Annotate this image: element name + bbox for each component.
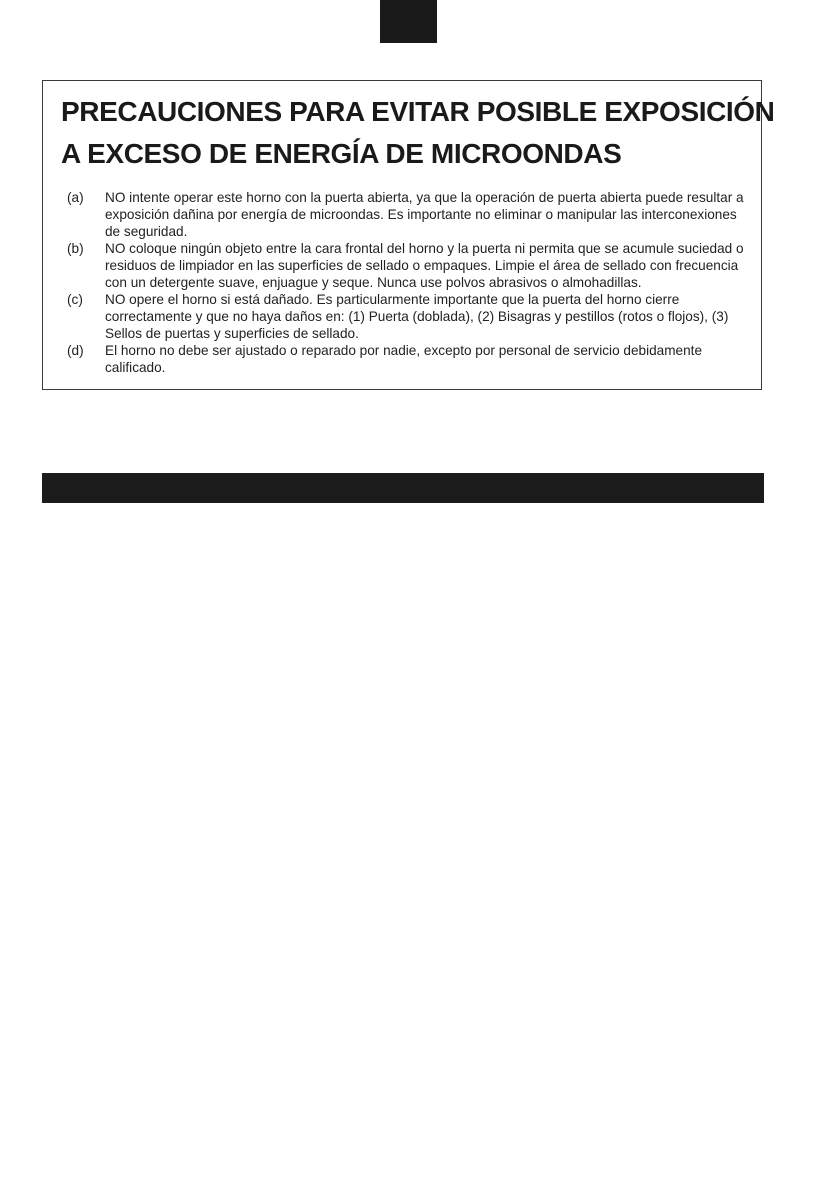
precautions-title-line-1: PRECAUCIONES PARA EVITAR POSIBLE EXPOSICIÓN xyxy=(61,96,775,127)
precaution-item-b xyxy=(61,240,753,291)
precaution-item-c xyxy=(61,291,753,342)
precautions-list xyxy=(61,189,753,376)
precaution-item-a xyxy=(61,189,753,240)
precaution-item-d xyxy=(61,342,753,376)
page-header-tab xyxy=(380,0,437,43)
precaution-label: (a) xyxy=(67,190,84,205)
precautions-title-line-2: A EXCESO DE ENERGÍA DE MICROONDAS xyxy=(61,138,622,169)
section-header-bar xyxy=(42,473,764,503)
precaution-text: El horno no debe ser ajustado o reparado por nadie, excepto por personal de servicio debidamente calificado. xyxy=(105,343,703,375)
precaution-label: (c) xyxy=(67,292,83,307)
precaution-label: (b) xyxy=(67,241,84,256)
microwave-precautions-box xyxy=(42,80,775,390)
precaution-label: (d) xyxy=(67,343,84,358)
precaution-text: NO intente operar este horno con la puerta abierta, ya que la operación de puerta abierta puede resultar a exposición dañina por energía de microondas. Es importante no eliminar o manipular las interconexiones de seguridad. xyxy=(105,190,744,239)
precaution-text: NO opere el horno si está dañado. Es particularmente importante que la puerta del horno cierre correctamente y que no haya daños en: (1) Puerta (doblada), (2) Bisagras y pestillos (rotos o flojos), (3) Sellos de puertas y superficies de sellado. xyxy=(105,292,729,341)
precaution-text: NO coloque ningún objeto entre la cara frontal del horno y la puerta ni permita que se acumule suciedad o residuos de limpiador en las superficies de sellado o empaques. Limpie el área de sellado con frecuencia con un detergente suave, enjuague y seque. Nunca use polvos abrasivos o almohadillas. xyxy=(105,241,744,290)
